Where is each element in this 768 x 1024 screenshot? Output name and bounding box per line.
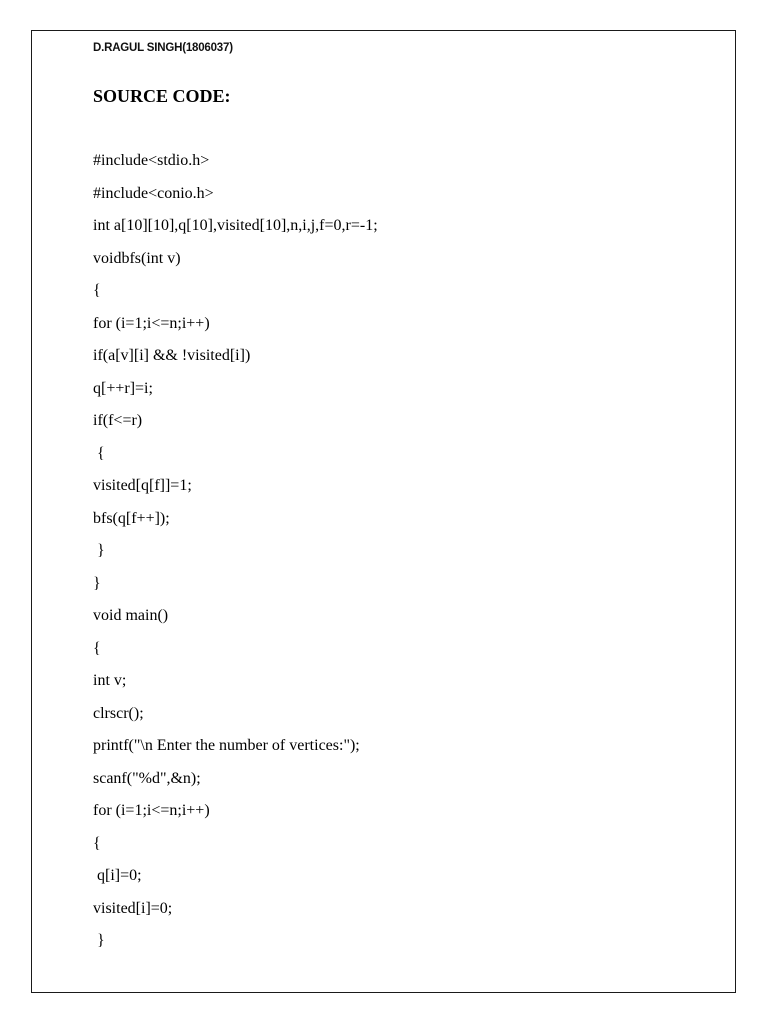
source-code-block — [93, 150, 378, 963]
code-line: #include<stdio.h> — [93, 152, 210, 169]
code-line: { — [93, 834, 101, 852]
code-line: for (i=1;i<=n;i++) — [93, 802, 210, 819]
code-line: { — [93, 444, 105, 462]
code-line: { — [93, 639, 101, 657]
code-line: if(a[v][i] && !visited[i]) — [93, 347, 251, 364]
code-line: scanf("%d",&n); — [93, 769, 201, 787]
code-line: printf("\n Enter the number of vertices:"); — [93, 737, 360, 754]
code-line: } — [93, 574, 101, 592]
code-line: visited[q[f]]=1; — [93, 477, 192, 494]
code-line: int a[10][10],q[10],visited[10],n,i,j,f=0,r=-1; — [93, 217, 378, 234]
code-line: if(f<=r) — [93, 412, 143, 429]
code-line: #include<conio.h> — [93, 184, 214, 202]
section-heading: SOURCE CODE: — [93, 86, 231, 106]
code-line: } — [93, 932, 105, 949]
code-line: visited[i]=0; — [93, 899, 173, 917]
code-line: { — [93, 282, 101, 299]
code-line: for (i=1;i<=n;i++) — [93, 314, 210, 332]
author-line: D.RAGUL SINGH(1806037) — [93, 42, 233, 54]
code-line: void main() — [93, 607, 169, 624]
code-line: q[i]=0; — [93, 867, 142, 884]
code-line: int v; — [93, 672, 127, 689]
code-line: voidbfs(int v) — [93, 249, 181, 267]
code-line: clrscr(); — [93, 704, 144, 722]
code-line: q[++r]=i; — [93, 379, 153, 397]
code-line: bfs(q[f++]); — [93, 509, 170, 527]
code-line: } — [93, 542, 105, 559]
